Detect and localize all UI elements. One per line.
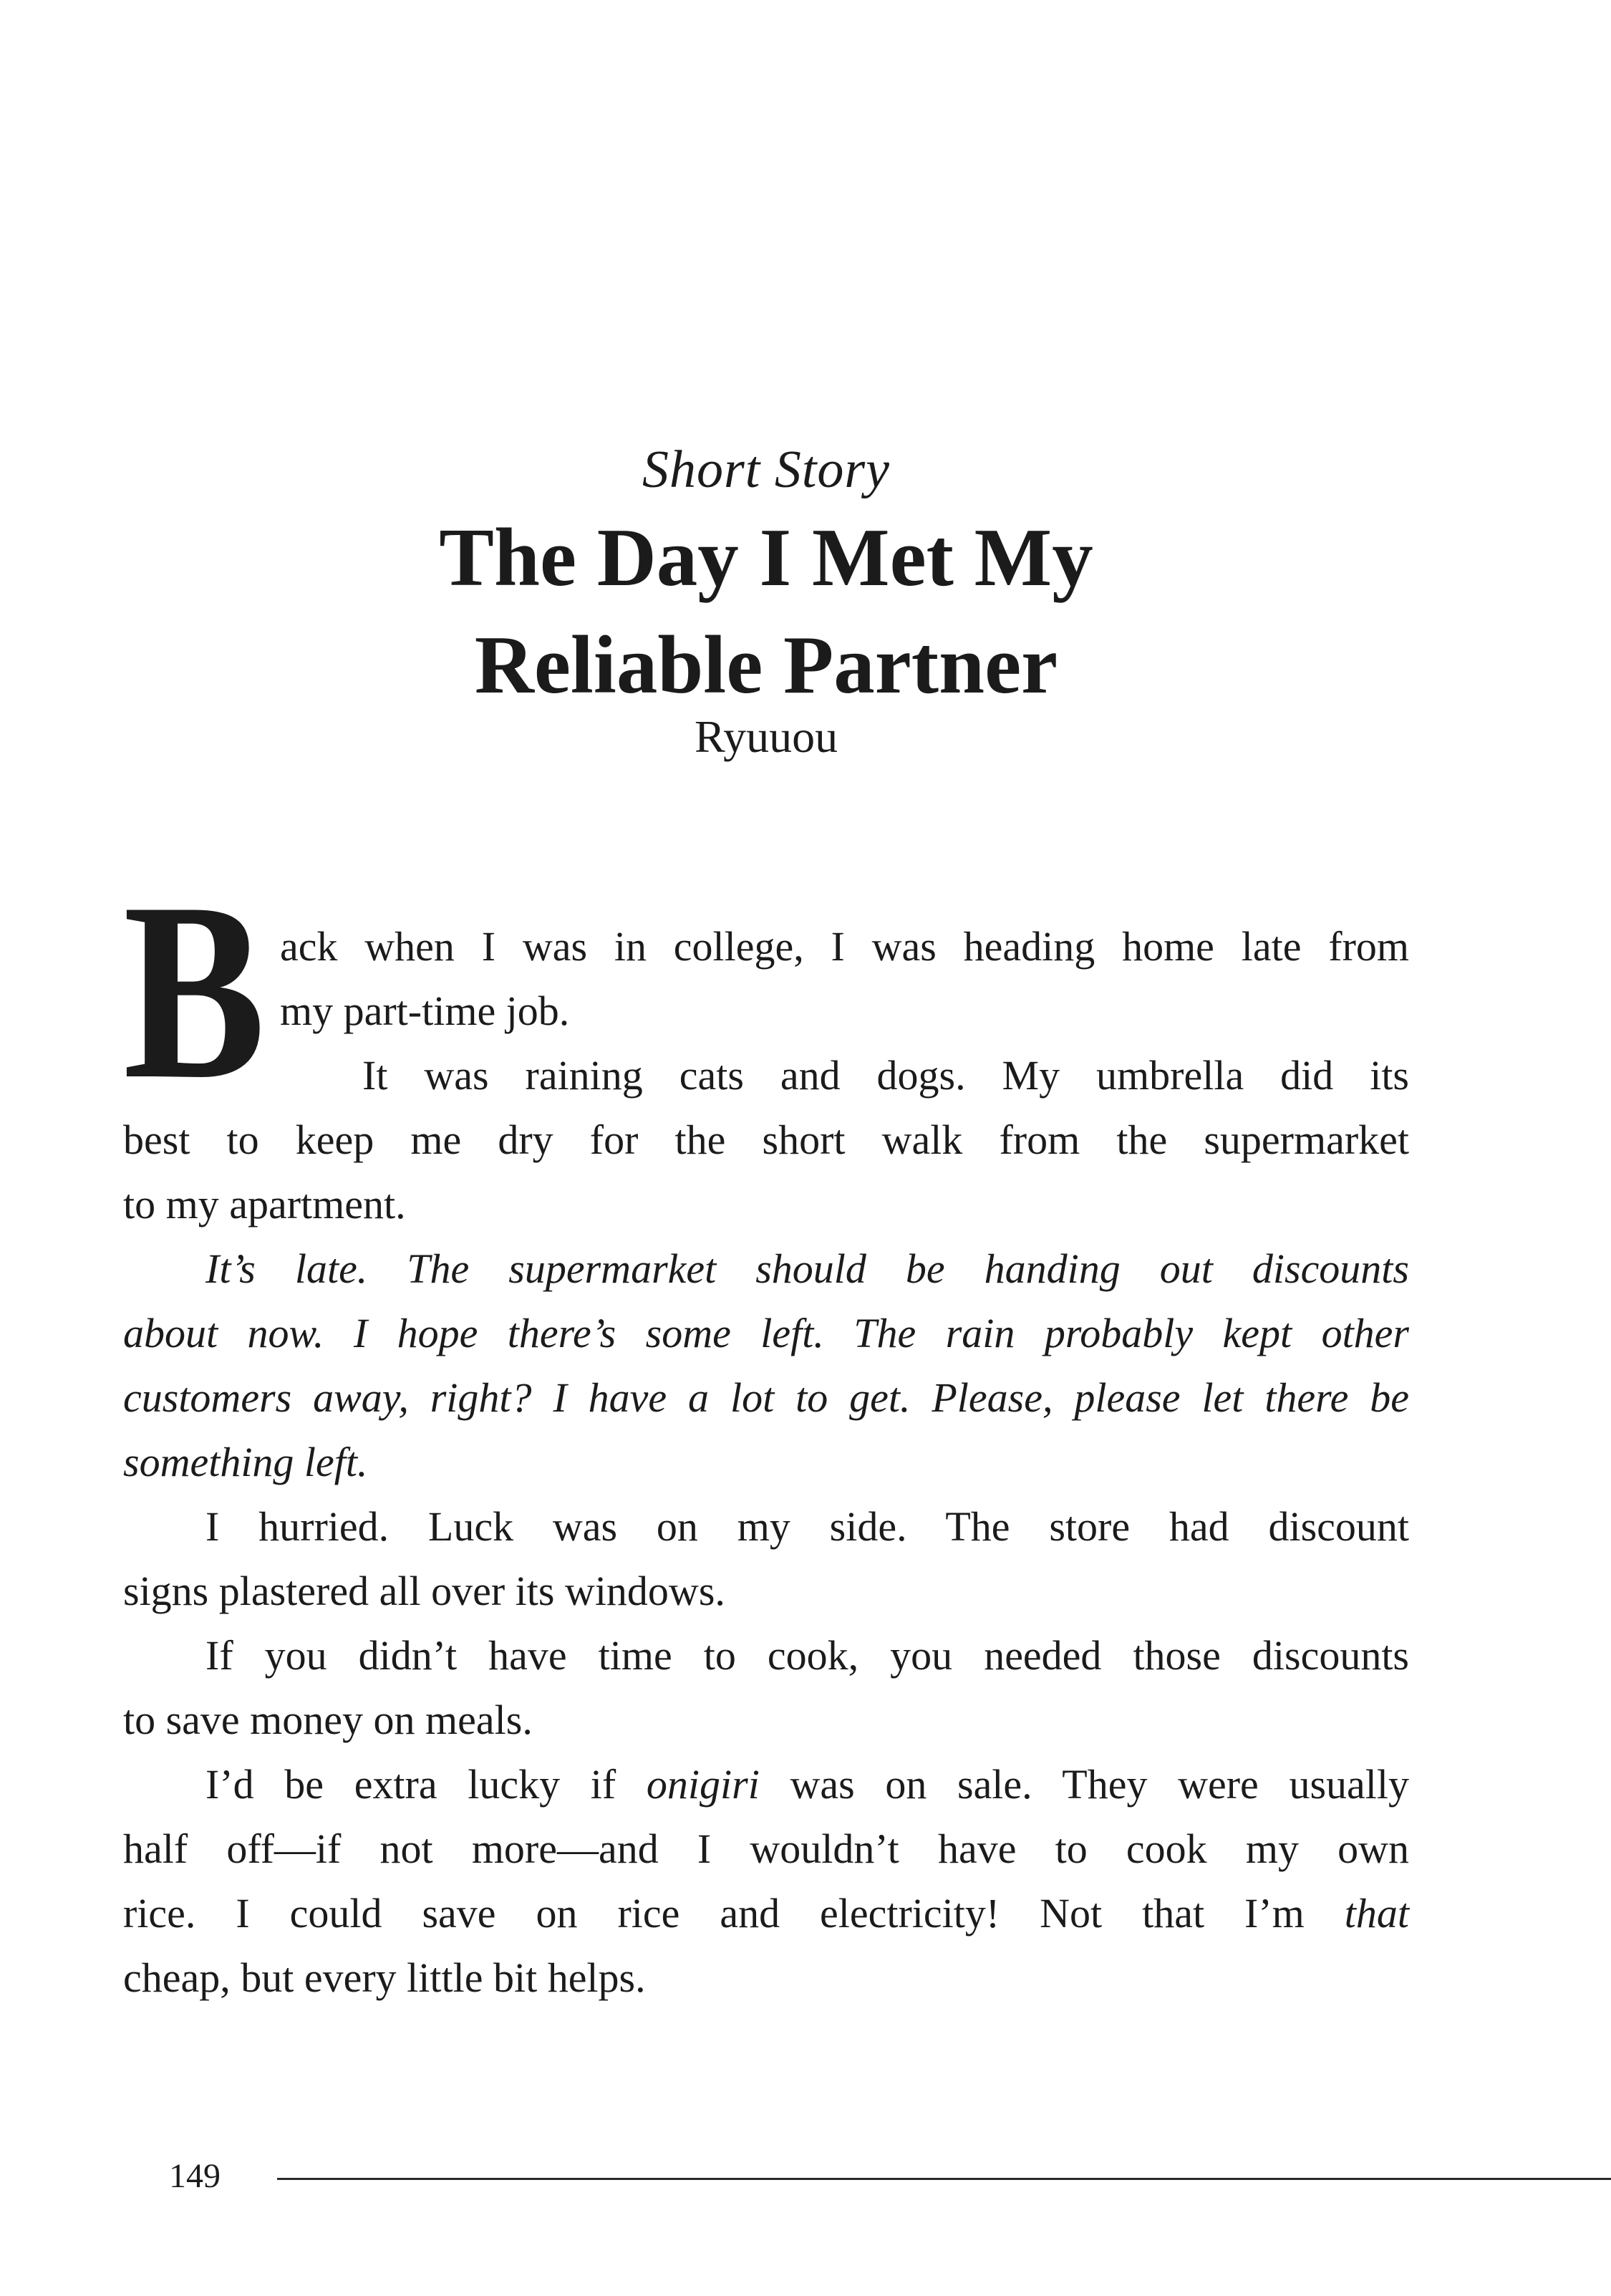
italic-word: that bbox=[1344, 1890, 1409, 1936]
body-text bbox=[123, 850, 1410, 2010]
body-line: to save money on meals. bbox=[123, 1697, 533, 1743]
body-line: cheap, but every little bit helps. bbox=[123, 1954, 646, 2001]
story-title bbox=[123, 504, 1409, 719]
body-line-segment: was on sale. They were usually bbox=[759, 1761, 1410, 1808]
body-line: my part-time job. bbox=[280, 988, 570, 1034]
story-title-line1: The Day I Met My bbox=[439, 512, 1093, 603]
body-line: ack when I was in college, I was heading home late from bbox=[280, 923, 1409, 970]
body-line: best to keep me dry for the short walk from the supermarket bbox=[123, 1116, 1409, 1163]
body-line-segment: I’d be extra lucky if bbox=[205, 1761, 647, 1808]
body-line: to my apartment. bbox=[123, 1181, 406, 1227]
body-line: something left. bbox=[123, 1439, 368, 1485]
body-line: about now. I hope there’s some left. The rain probably kept other bbox=[123, 1310, 1409, 1356]
drop-cap: B bbox=[123, 850, 266, 1132]
italic-word: onigiri bbox=[646, 1761, 760, 1808]
author-name: Ryuuou bbox=[694, 711, 838, 762]
body-line: It’s late. The supermarket should be handing out discounts bbox=[205, 1245, 1409, 1292]
footer-rule bbox=[277, 2178, 1611, 2180]
body-line: It was raining cats and dogs. My umbrella did its bbox=[362, 1052, 1409, 1099]
body-line-segment: rice. I could save on rice and electricity! Not that I’m bbox=[123, 1890, 1345, 1936]
story-title-line2: Reliable Partner bbox=[474, 619, 1058, 710]
body-line: signs plastered all over its windows. bbox=[123, 1568, 725, 1614]
body-line bbox=[123, 1881, 1409, 1946]
body-line: I hurried. Luck was on my side. The store had discount bbox=[205, 1503, 1409, 1550]
body-line: half off—if not more—and I wouldn’t have to cook my own bbox=[123, 1825, 1409, 1872]
kicker-short-story: Short Story bbox=[642, 440, 891, 499]
page-number: 149 bbox=[169, 2157, 221, 2195]
body-line: If you didn’t have time to cook, you needed those discounts bbox=[205, 1632, 1409, 1679]
body-line bbox=[123, 1752, 1409, 1817]
body-line: customers away, right? I have a lot to get. Please, please let there be bbox=[123, 1374, 1409, 1421]
